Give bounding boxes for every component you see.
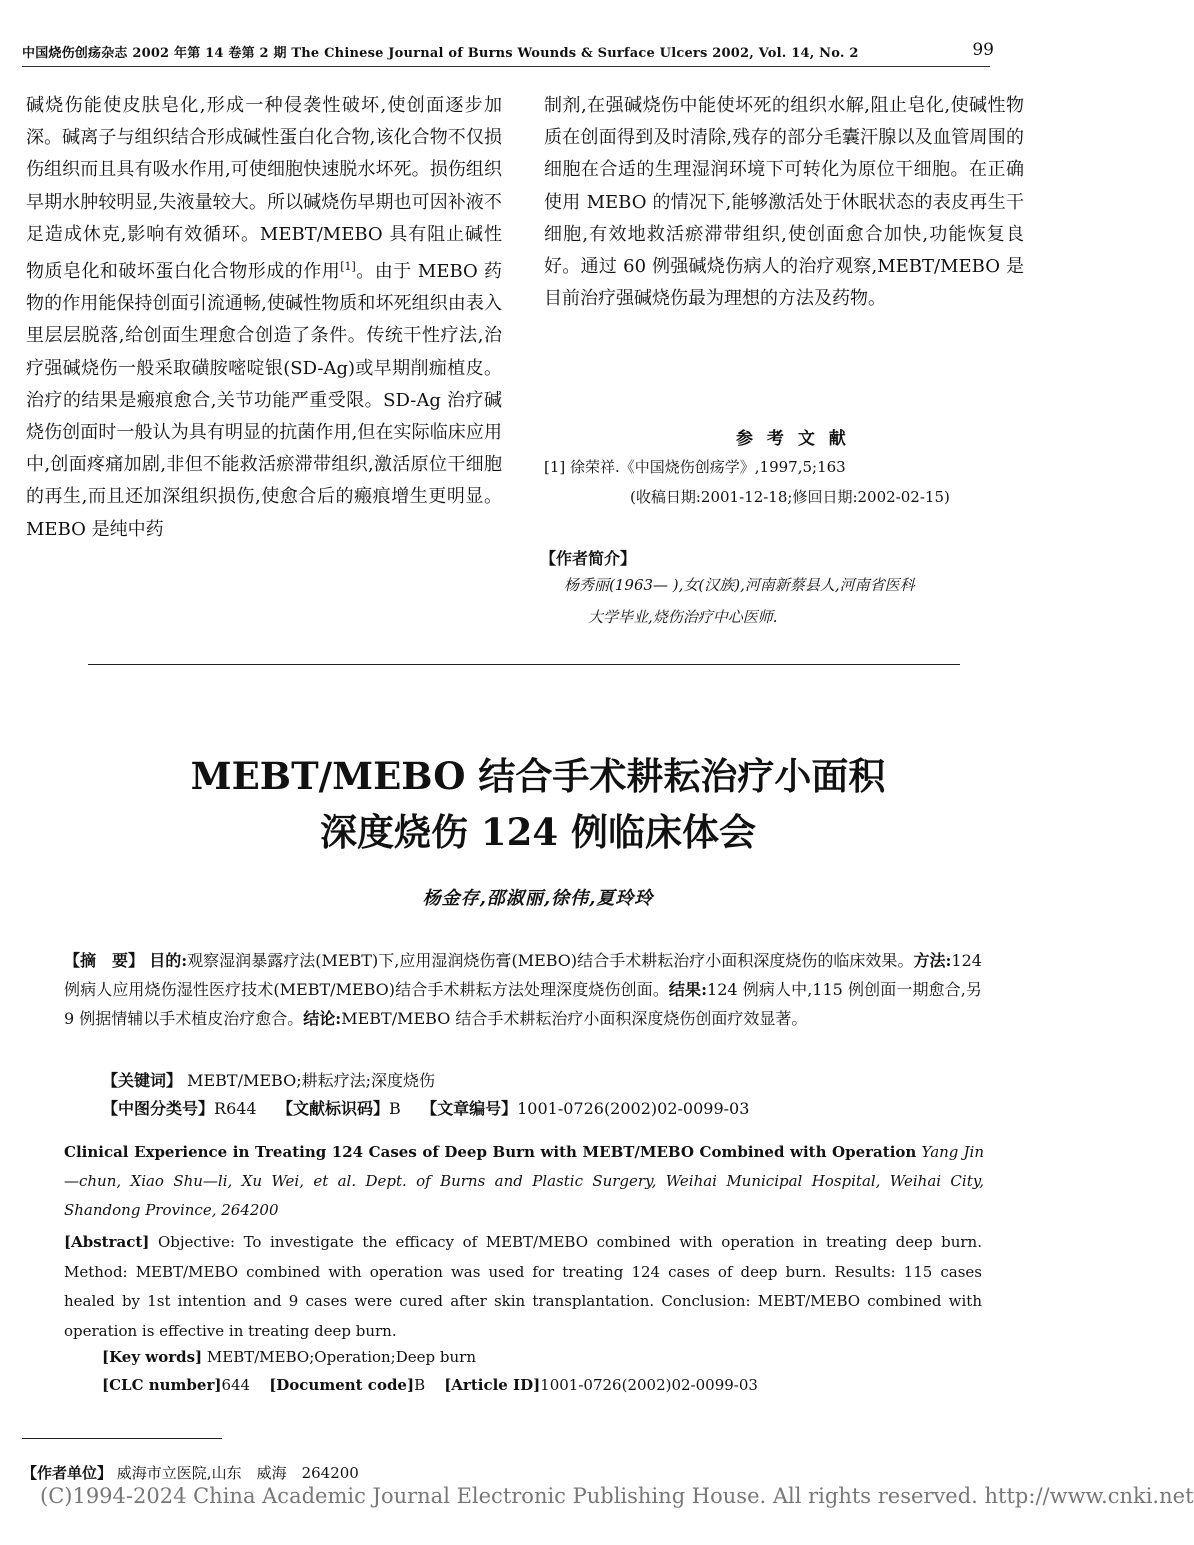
clc-value: R644 <box>214 1099 257 1118</box>
abstract-label: 【摘 要】 <box>64 951 145 970</box>
english-abstract-label: [Abstract] <box>64 1233 150 1251</box>
article-id-label: 【文章编号】 <box>421 1099 518 1118</box>
english-keywords-label: [Key words] <box>102 1348 203 1366</box>
page-number: 99 <box>972 40 994 60</box>
english-abstract-text: Objective: To investigate the efficacy of MEBT/MEBO combined with operation in treating deep burn. Method: MEBT/MEBO combined with operation was used for treating 124 cases of deep burn. Results: 115 cases healed by 1st intention and 9 cases were cured after skin transplantation. Conclusion: MEBT/MEBO combined with operation is effective in treating deep burn. <box>64 1233 982 1340</box>
objective-label: 目的: <box>149 951 188 970</box>
copyright-watermark: (C)1994-2024 China Academic Journal Electronic Publishing House. All rights reserved. http://www.cnki.net <box>40 1484 1194 1508</box>
section-divider <box>88 664 960 665</box>
result-text: 124 例病人中,115 例创面一期愈合,另 9 例据情辅以手术植皮治疗愈合。 <box>64 980 982 1028</box>
english-title-block <box>64 1138 984 1225</box>
conclusion-label: 结论: <box>303 1009 342 1028</box>
article-title-line-1: MEBT/MEBO 结合手术耕耘治疗小面积 <box>190 754 886 798</box>
clc-label: 【中图分类号】 <box>102 1099 215 1118</box>
objective-text: 观察湿润暴露疗法(MEBT)下,应用湿润烧伤膏(MEBO)结合手术耕耘治疗小面积深度烧伤的临床效果。 <box>187 951 914 970</box>
english-article-id-value: 1001-0726(2002)02-0099-03 <box>540 1376 758 1394</box>
references-heading: 参 考 文 献 <box>736 429 850 449</box>
right-paragraph: 制剂,在强碱烧伤中能使坏死的组织水解,阻止皂化,使碱性物质在创面得到及时清除,残存的部分毛囊汗腺以及血管周围的细胞在合适的生理湿润环境下可转化为原位干细胞。在正确使用 MEBO 的情况下,能够激活处于休眠状态的表皮再生干细胞,有效地救活瘀滞带组织,使创面愈合加快,功能恢复良好。通过 60 例强碱烧伤病人的治疗观察,MEBT/MEBO 是目前治疗强碱烧伤最为理想的方法及药物。 <box>544 95 1024 310</box>
author-intro-line: 杨秀丽(1963— ),女(汉族),河南新蔡县人,河南省医科 <box>564 576 915 594</box>
method-text: 124 例病人应用烧伤湿性医疗技术(MEBT/MEBO)结合手术耕耘方法处理深度烧伤创面。 <box>64 951 982 999</box>
running-header: 中国烧伤创疡杂志 2002 年第 14 卷第 2 期 The Chinese Journal of Burns Wounds & Surface Ulcers 2002, Vol. 14, No. 2 <box>22 46 859 61</box>
conclusion-text: MEBT/MEBO 结合手术耕耘治疗小面积深度烧伤创面疗效显著。 <box>341 1009 808 1028</box>
english-keywords-text: MEBT/MEBO;Operation;Deep burn <box>206 1348 476 1366</box>
result-label: 结果: <box>668 980 708 999</box>
english-doc-code-label: [Document code] <box>269 1376 415 1394</box>
english-article-id-label: [Article ID] <box>444 1376 541 1394</box>
keywords-text: MEBT/MEBO;耕耘疗法;深度烧伤 <box>187 1071 436 1090</box>
left-text-1: 碱烧伤能使皮肤皂化,形成一种侵袭性破坏,使创面逐步加深。碱离子与组织结合形成碱性蛋白化合物,该化合物不仅损伤组织而且具有吸水作用,可使细胞快速脱水坏死。损伤组织早期水肿较明显,失液量较大。所以碱烧伤早期也可因补液不足造成休克,影响有效循环。MEBT/MEBO 具有阻止碱性物质皂化和破坏蛋白化合物形成的作用 <box>26 95 502 283</box>
received-dates: (收稿日期:2001-12-18;修回日期:2002-02-15) <box>630 488 950 506</box>
english-affiliation: Yang Jin—chun, Xiao Shu—li, Xu Wei, et al. Dept. of Burns and Plastic Surgery, Weihai Municipal Hospital, Weihai City, Shandong Province, 264200 <box>64 1143 984 1219</box>
citation-ref[interactable]: [1] <box>340 260 356 274</box>
abstract-cn <box>64 946 982 1033</box>
reference-item: [1] 徐荣祥.《中国烧伤创疡学》,1997,5;163 <box>544 458 846 476</box>
doc-code-value: B <box>388 1099 401 1118</box>
method-label: 方法: <box>913 951 952 970</box>
english-abstract <box>64 1228 982 1346</box>
english-clc-label: [CLC number] <box>102 1376 222 1394</box>
header-divider <box>22 66 990 67</box>
author-unit-label: 【作者单位】 <box>22 1464 113 1482</box>
left-column <box>26 90 502 546</box>
english-classification <box>102 1376 758 1394</box>
english-doc-code-value: B <box>414 1376 426 1394</box>
english-title: Clinical Experience in Treating 124 Cases of Deep Burn with MEBT/MEBO Combined with Operation <box>64 1143 917 1161</box>
author-unit-text: 威海市立医院,山东 威海 264200 <box>116 1464 359 1482</box>
keywords-label: 【关键词】 <box>102 1071 183 1090</box>
keywords-cn <box>102 1068 435 1091</box>
article-title-line-2: 深度烧伤 124 例临床体会 <box>320 810 756 854</box>
article-id-value: 1001-0726(2002)02-0099-03 <box>517 1099 750 1118</box>
left-text-2: 。由于 MEBO 药物的作用能保持创面引流通畅,使碱性物质和坏死组织由表入里层层脱落,给创面生理愈合创造了条件。传统干性疗法,治疗强碱烧伤一般采取磺胺嘧啶银(SD-Ag)或早期削痂植皮。治疗的结果是瘢痕愈合,关节功能严重受限。SD-Ag 治疗碱烧伤创面时一般认为具有明显的抗菌作用,但在实际临床应用中,创面疼痛加剧,非但不能救活瘀滞带组织,激活原位干细胞的再生,而且还加深组织损伤,使愈合后的瘢痕增生更明显。MEBO 是纯中药 <box>26 261 502 540</box>
footnote-divider <box>22 1438 222 1439</box>
author-unit-footnote <box>22 1462 359 1483</box>
classification-cn <box>102 1096 749 1119</box>
english-keywords <box>102 1348 476 1366</box>
english-clc-value: 644 <box>221 1376 251 1394</box>
left-paragraph <box>26 90 502 546</box>
article-authors: 杨金存,邵淑丽,徐伟,夏玲玲 <box>422 888 654 909</box>
author-intro-heading: 【作者简介】 <box>540 549 637 568</box>
doc-code-label: 【文献标识码】 <box>276 1099 389 1118</box>
right-column <box>544 90 1024 315</box>
author-intro-line: 大学毕业,烧伤治疗中心医师. <box>588 608 778 626</box>
